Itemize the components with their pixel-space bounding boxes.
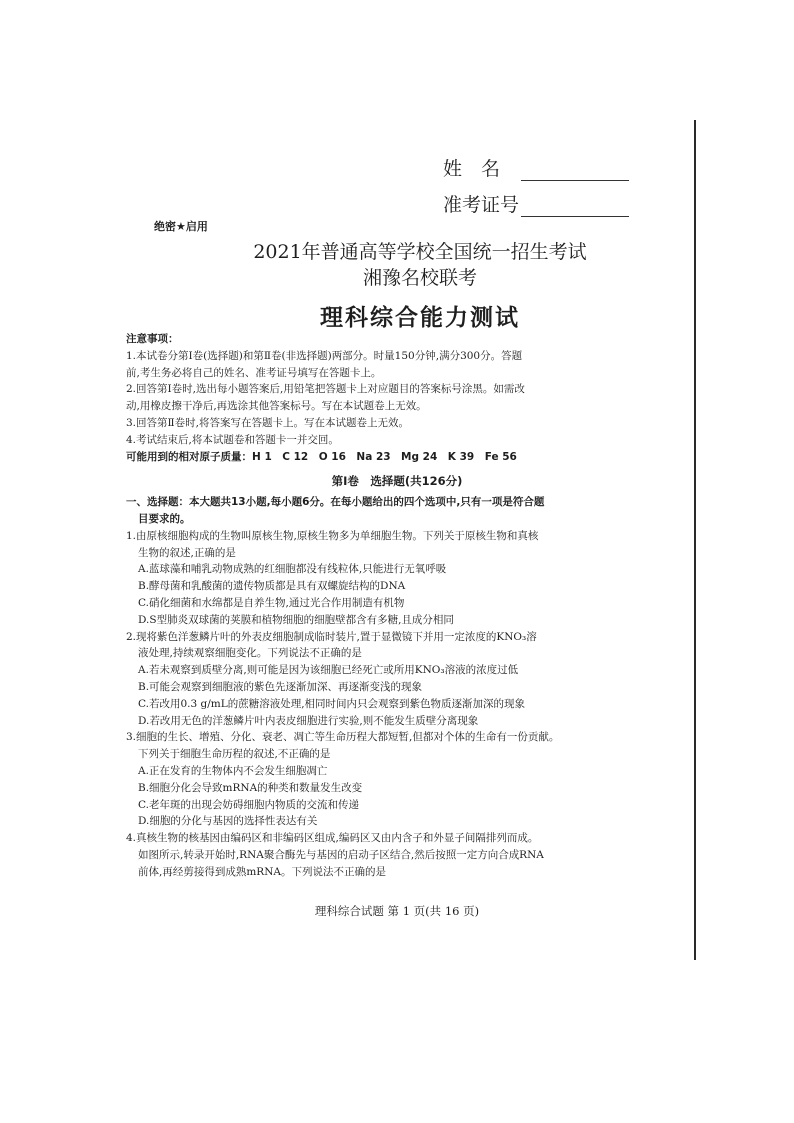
note-line: 3.回答第Ⅱ卷时,将答案写在答题卡上。写在本试题卷上无效。 — [126, 416, 409, 429]
margin-rule — [694, 120, 696, 960]
exam-body — [126, 331, 668, 881]
confidential-mark: 绝密★启用 — [154, 220, 208, 233]
question-1-option-b: B.酵母菌和乳酸菌的遗传物质都是具有双螺旋结构的DNA — [138, 580, 406, 593]
question-3-option-d: D.细胞的分化与基因的选择性表达有关 — [138, 815, 318, 828]
atomic-mass-line: 可能用到的相对原子质量：H 1 C 12 O 16 Na 23 Mg 24 K 39 Fe 56 — [126, 450, 517, 463]
id-row — [443, 193, 629, 217]
notes-heading: 注意事项： — [126, 333, 179, 345]
question-2-stem: 2.现将紫色洋葱鳞片叶的外表皮细胞制成临时装片,置于显微镜下并用一定浓度的KNO₃溶 — [126, 630, 537, 643]
section-title: 第Ⅰ卷 选择题(共126分) — [331, 474, 463, 489]
name-label: 姓 名 — [443, 158, 501, 180]
question-3-stem: 下列关于细胞生命历程的叙述,不正确的是 — [138, 748, 331, 761]
exam-subtitle: 湘豫名校联考 — [362, 267, 477, 289]
section-instruction: 一、选择题：本大题共13小题,每小题6分。在每小题给出的四个选项中,只有一项是符合题 — [126, 496, 545, 509]
id-blank[interactable] — [521, 196, 629, 217]
id-label: 准考证号 — [443, 194, 520, 216]
question-3-option-b: B.细胞分化会导致mRNA的种类和数量发生改变 — [138, 781, 363, 794]
question-4-stem: 前体,再经剪接得到成熟mRNA。下列说法不正确的是 — [138, 865, 386, 878]
section-instruction: 目要求的。 — [138, 512, 191, 525]
question-1-option-d: D.S型肺炎双球菌的荚膜和植物细胞的细胞壁都含有多糖,且成分相同 — [138, 613, 454, 626]
candidate-info — [443, 157, 629, 229]
note-line: 动,用橡皮擦干净后,再选涂其他答案标号。写在本试题卷上无效。 — [126, 400, 427, 413]
question-1-option-c: C.硝化细菌和水绵都是自养生物,通过光合作用制造有机物 — [138, 596, 405, 609]
note-line: 前,考生务必将自己的姓名、准考证号填写在答题卡上。 — [126, 366, 382, 379]
question-2-option-c: C.若改用0.3 g/mL的蔗糖溶液处理,相同时间内只会观察到紫色物质逐渐加深的现象 — [138, 697, 526, 710]
note-line: 1.本试卷分第Ⅰ卷(选择题)和第Ⅱ卷(非选择题)两部分。时量150分钟,满分300分。答题 — [126, 349, 523, 362]
question-3-option-c: C.老年斑的出现会妨碍细胞内物质的交流和传递 — [138, 798, 359, 811]
question-2-option-d: D.若改用无色的洋葱鳞片叶内表皮细胞进行实验,则不能发生质壁分离现象 — [138, 714, 479, 727]
question-1-stem: 1.由原核细胞构成的生物叫原核生物,原核生物多为单细胞生物。下列关于原核生物和真核 — [126, 529, 539, 542]
page-footer: 理科综合试题 第 1 页(共 16 页) — [314, 904, 480, 918]
name-row — [443, 157, 629, 181]
question-3-option-a: A.正在发育的生物体内不会发生细胞凋亡 — [138, 764, 328, 777]
question-4-stem: 如图所示,转录开始时,RNA聚合酶先与基因的启动子区结合,然后按照一定方向合成RNA — [138, 848, 544, 861]
question-1-stem: 生物的叙述,正确的是 — [138, 546, 236, 559]
question-2-stem: 液处理,持续观察细胞变化。下列说法不正确的是 — [138, 647, 362, 660]
note-line: 2.回答第Ⅰ卷时,选出每小题答案后,用铅笔把答题卡上对应题目的答案标号涂黑。如需改 — [126, 383, 525, 396]
exam-title: 2021年普通高等学校全国统一招生考试 — [253, 241, 587, 263]
question-4-stem: 4.真核生物的核基因由编码区和非编码区组成,编码区又由内含子和外显子间隔排列而成。 — [126, 832, 539, 845]
name-blank[interactable] — [521, 160, 629, 181]
question-1-option-a: A.蓝球藻和哺乳动物成熟的红细胞都没有线粒体,只能进行无氧呼吸 — [138, 563, 447, 576]
question-3-stem: 3.细胞的生长、增殖、分化、衰老、凋亡等生命历程大都短暂,但都对个体的生命有一份贡献。 — [126, 731, 560, 744]
question-2-option-b: B.可能会观察到细胞液的紫色先逐渐加深、再逐渐变浅的现象 — [138, 680, 423, 693]
note-line: 4.考试结束后,将本试题卷和答题卡一并交回。 — [126, 433, 339, 446]
subject-title: 理科综合能力测试 — [320, 305, 520, 331]
question-2-option-a: A.若未观察到质壁分离,则可能是因为该细胞已经死亡或所用KNO₃溶液的浓度过低 — [138, 664, 519, 677]
